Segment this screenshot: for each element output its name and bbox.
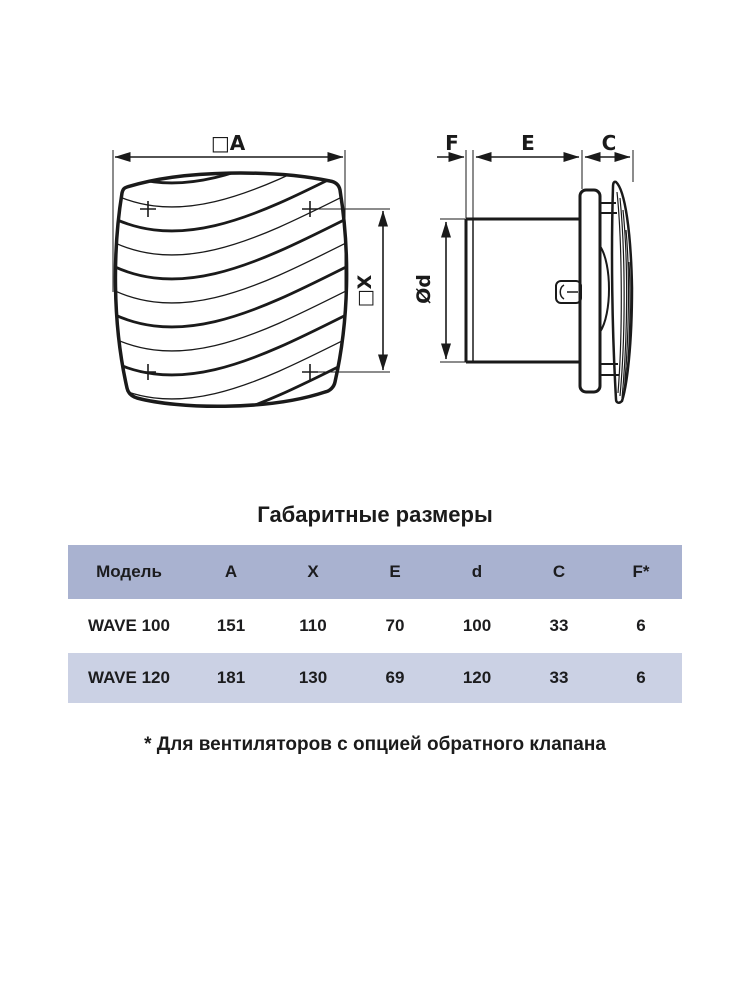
dimensions-table — [68, 545, 682, 703]
table-row — [68, 601, 682, 653]
wave-pattern — [95, 118, 356, 470]
header-cell-d: d — [471, 562, 483, 581]
table-cell: 120 — [462, 668, 492, 687]
table-cell: 6 — [636, 616, 646, 635]
dim-a-label: □A — [210, 131, 246, 155]
duct-tube — [466, 219, 580, 362]
table-cell: 70 — [385, 616, 405, 635]
header-cell-a: A — [224, 562, 238, 581]
dim-c-label: C — [601, 131, 617, 155]
table-cell: 110 — [299, 616, 327, 635]
dim-x-label: □X — [354, 274, 376, 308]
dim-f-label: F — [445, 131, 459, 155]
dimension-drawings — [0, 0, 750, 470]
cable-clip — [556, 281, 581, 303]
section-title: Габаритные размеры — [257, 502, 493, 527]
side-view — [413, 131, 633, 403]
table-cell: 181 — [216, 668, 246, 687]
dim-e-label: E — [521, 131, 535, 155]
header-cell-e: E — [389, 562, 401, 581]
dim-d-label: Ød — [413, 274, 435, 304]
header-cell-f: F* — [632, 562, 650, 581]
table-cell: 33 — [549, 616, 569, 635]
model-cell: WAVE 120 — [88, 668, 170, 687]
table-cell: 6 — [636, 668, 646, 687]
mounting-hole-mark — [140, 364, 156, 380]
model-cell: WAVE 100 — [88, 616, 170, 635]
table-header-row — [68, 545, 682, 601]
table-cell: 130 — [298, 668, 328, 687]
table-cell: 33 — [549, 668, 569, 687]
table-row — [68, 653, 682, 703]
table-cell: 151 — [216, 616, 246, 635]
front-view — [95, 118, 390, 470]
fan-body — [580, 190, 600, 392]
header-cell-model: Модель — [96, 562, 162, 581]
header-cell-c: C — [552, 562, 566, 581]
front-panel-edge — [612, 182, 632, 403]
mounting-hole-mark — [302, 201, 318, 217]
table-cell: 69 — [385, 668, 405, 687]
header-cell-x: X — [307, 562, 319, 581]
footnote: * Для вентиляторов с опцией обратного клапана — [144, 734, 606, 755]
table-cell: 100 — [462, 616, 492, 635]
